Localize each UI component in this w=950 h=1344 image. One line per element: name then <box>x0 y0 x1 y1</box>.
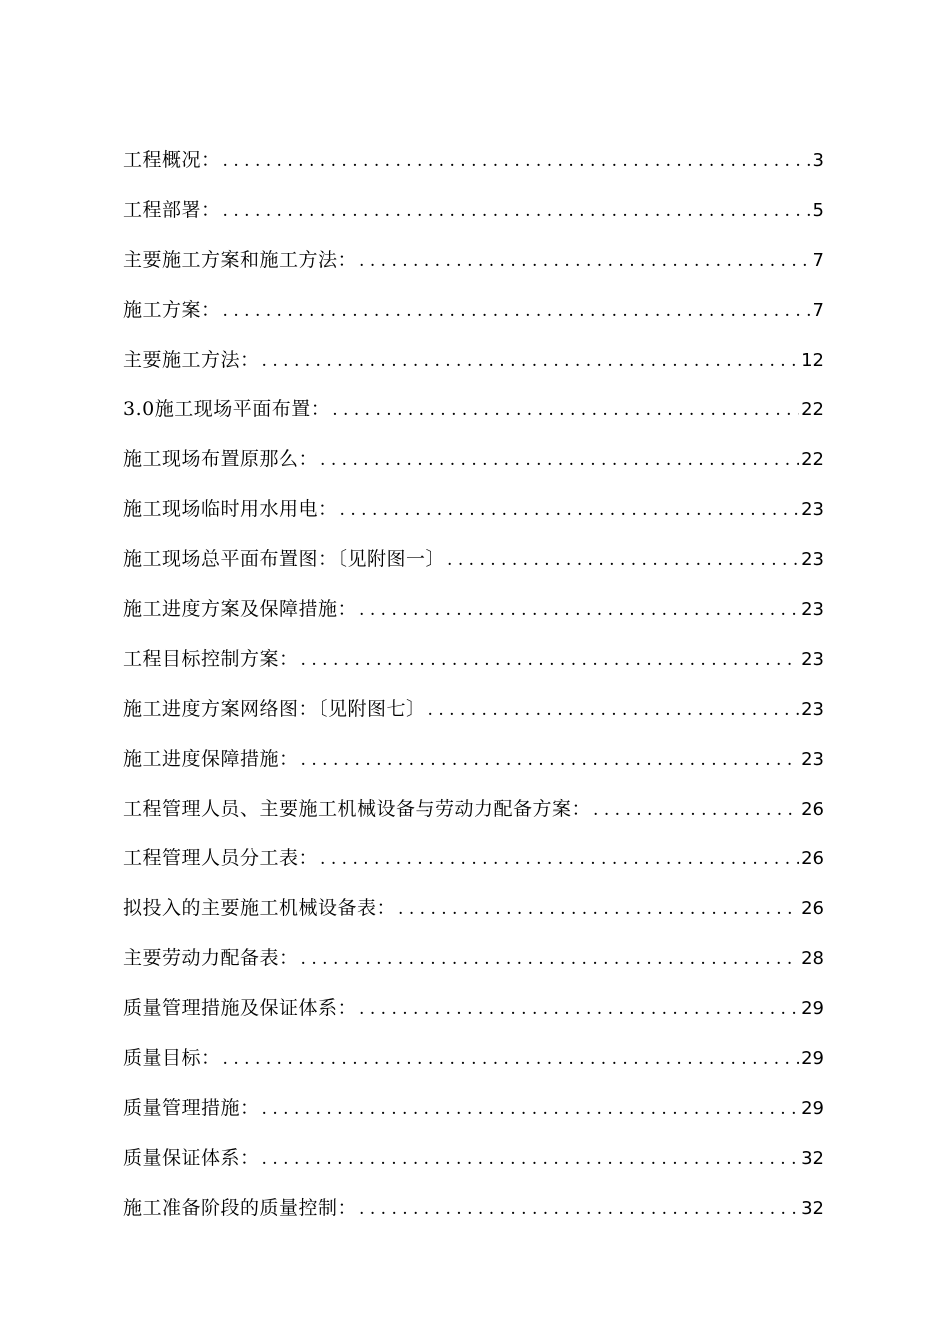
toc-entry-title: 施工进度保障措施： <box>123 747 299 770</box>
toc-entry-title: 工程管理人员、主要施工机械设备与劳动力配备方案： <box>123 797 592 820</box>
toc-entry-page: 7 <box>812 249 824 271</box>
toc-entry-page: 23 <box>801 599 824 621</box>
toc-dot-leader <box>359 985 799 1035</box>
toc-entry[interactable] <box>123 336 824 386</box>
toc-entry-title: 施工现场临时用水用电： <box>123 498 338 521</box>
toc-entry-page: 29 <box>801 1048 824 1070</box>
toc-entry-page: 26 <box>801 798 824 820</box>
toc-entry[interactable] <box>123 186 824 236</box>
toc-dot-leader <box>428 686 800 736</box>
toc-entry[interactable] <box>123 834 824 884</box>
toc-dot-leader <box>301 935 800 985</box>
toc-entry-title: 质量管理措施及保证体系： <box>123 997 358 1020</box>
toc-entry[interactable] <box>123 635 824 685</box>
toc-entry-title: 施工现场布置原那么： <box>123 448 319 471</box>
toc-entry-page: 23 <box>801 648 824 670</box>
toc-entry-page: 26 <box>801 898 824 920</box>
toc-entry-page: 32 <box>801 1147 824 1169</box>
toc-dot-leader <box>332 386 799 436</box>
toc-dot-leader <box>340 486 800 536</box>
toc-entry-title: 质量管理措施： <box>123 1096 260 1119</box>
toc-entry-title: 工程概况： <box>123 149 221 171</box>
toc-entry-page: 29 <box>801 998 824 1020</box>
toc-entry[interactable] <box>123 884 824 934</box>
toc-entry-page: 22 <box>801 399 824 421</box>
toc-dot-leader <box>359 1185 799 1235</box>
toc-dot-leader <box>359 237 811 287</box>
toc-entry-page: 29 <box>801 1097 824 1119</box>
toc-dot-leader <box>301 636 800 686</box>
toc-entry-page: 26 <box>801 848 824 870</box>
toc-entry[interactable] <box>123 1134 824 1184</box>
toc-entry-page: 12 <box>801 349 824 371</box>
toc-entry-page: 5 <box>812 199 824 221</box>
toc-entry-title: 施工准备阶段的质量控制： <box>123 1196 358 1219</box>
toc-entry[interactable] <box>123 136 824 186</box>
toc-entry[interactable] <box>123 385 824 435</box>
toc-entry-page: 23 <box>801 499 824 521</box>
toc-entry[interactable] <box>123 934 824 984</box>
toc-entry[interactable] <box>123 785 824 835</box>
toc-entry-title: 工程目标控制方案： <box>123 647 299 670</box>
toc-entry[interactable] <box>123 735 824 785</box>
toc-entry-title: 施工现场总平面布置图：〔见附图一〕 <box>123 548 446 571</box>
toc-entry-title: 质量目标： <box>123 1047 221 1070</box>
toc-dot-leader <box>398 885 799 935</box>
toc-dot-leader <box>359 586 799 636</box>
toc-entry-page: 32 <box>801 1197 824 1219</box>
toc-entry-title: 工程管理人员分工表： <box>123 847 319 870</box>
toc-entry[interactable] <box>123 685 824 735</box>
toc-dot-leader <box>223 137 811 187</box>
toc-entry-page: 3 <box>812 150 824 171</box>
toc-dot-leader <box>262 337 800 387</box>
toc-entry-page: 23 <box>801 748 824 770</box>
toc-entry[interactable] <box>123 1184 824 1234</box>
toc-entry-page: 23 <box>801 698 824 720</box>
toc-entry-title: 施工进度方案及保障措施： <box>123 598 358 621</box>
toc-dot-leader <box>593 786 799 836</box>
toc-entry-title: 主要施工方法： <box>123 348 260 371</box>
toc-entry[interactable] <box>123 485 824 535</box>
toc-entry-title: 工程部署： <box>123 198 221 221</box>
toc-dot-leader <box>223 1035 800 1085</box>
toc-entry[interactable] <box>123 585 824 635</box>
table-of-contents <box>123 136 824 1234</box>
toc-dot-leader <box>262 1085 800 1135</box>
toc-entry-title: 施工进度方案网络图：〔见附图七〕 <box>123 697 426 720</box>
toc-entry-title: 施工方案： <box>123 298 221 321</box>
toc-dot-leader <box>320 835 799 885</box>
toc-entry-title: 拟投入的主要施工机械设备表： <box>123 897 397 920</box>
toc-dot-leader <box>320 436 799 486</box>
toc-entry[interactable] <box>123 1034 824 1084</box>
toc-dot-leader <box>447 536 799 586</box>
toc-entry-title: 主要施工方案和施工方法： <box>123 248 358 271</box>
toc-dot-leader <box>301 736 800 786</box>
toc-entry-page: 28 <box>801 948 824 970</box>
toc-dot-leader <box>223 287 811 337</box>
toc-entry[interactable] <box>123 286 824 336</box>
toc-dot-leader <box>223 187 811 237</box>
toc-entry-page: 7 <box>812 299 824 321</box>
toc-entry[interactable] <box>123 435 824 485</box>
toc-entry[interactable] <box>123 984 824 1034</box>
toc-entry-title: 质量保证体系： <box>123 1146 260 1169</box>
toc-dot-leader <box>262 1135 800 1185</box>
toc-entry-title: 3.0施工现场平面布置： <box>123 398 331 421</box>
toc-entry[interactable] <box>123 236 824 286</box>
toc-entry[interactable] <box>123 535 824 585</box>
toc-entry-page: 22 <box>801 449 824 471</box>
toc-entry-page: 23 <box>801 549 824 571</box>
toc-entry-title: 主要劳动力配备表： <box>123 947 299 970</box>
toc-entry[interactable] <box>123 1084 824 1134</box>
